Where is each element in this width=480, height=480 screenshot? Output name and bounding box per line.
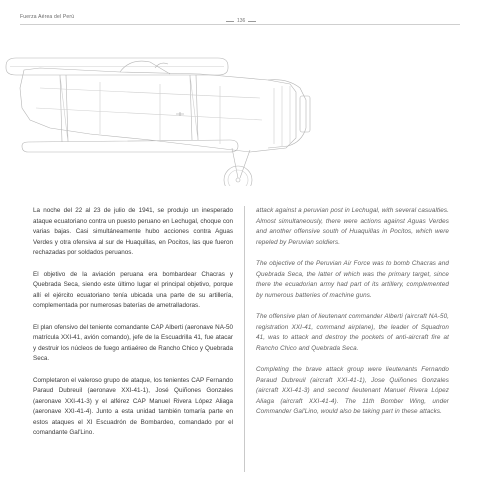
page-marker-right-rule [248, 21, 256, 22]
spanish-paragraph: El plan ofensivo del teniente comandante CAP Alberti (aeronave NA-50 matrícula XXI-41, avión comando), jefe de la Escuadrilla 41, fue atacar y destruir los núcleos de fuego antiaéreo de Rancho Chico y Quebrada Seca. [33, 323, 233, 363]
page-number: 136 [237, 18, 246, 24]
column-divider [244, 206, 245, 472]
english-paragraph: attack against a peruvian post in Lechugal, with several casualties. Almost simultaneously, there were actions against Aguas Verdes and another offensive south of Huaquillas in Pocitos, which were repeled by Peruvian soldiers. [256, 207, 449, 246]
spanish-paragraph: Completaron el valeroso grupo de ataque, los tenientes CAP Fernando Paraud Dubreuil (aeronave XXI-41-1), José Quiñones Gonzales (aeronave XXI-41-3) y el alférez CAP Manuel Rivera López Aliaga (aeronave XXI-41-4). Junto a esta unidad también tomaría parte en estos ataques el XI Escuadrón de Bombardeo, comandado por el comandante Gal'Lino. [33, 376, 233, 437]
header-rule [20, 24, 460, 25]
running-header-title: Fuerza Aérea del Perú [20, 14, 75, 20]
english-paragraph: Completing the brave attack group were lieutenants Fernando Paraud Dubreuil (aircraft XXI-41-1), Jose Quiñones Gonzales (aircraft XXI-41-3) and second lieutenant Manuel Rivera López Aliaga (aircraft XXI-41-4). The 11th Bomber Wing, under Commander Gal'Lino, would also be taking part in these attacks. [256, 365, 449, 416]
english-paragraph: The objective of the Peruvian Air Force was to bomb Chacras and Quebrada Seca, the latter of which was the primary target, since there the ecuadorian army had part of its artillery, complemented by numerous batteries of machine guns. [256, 259, 449, 299]
spanish-paragraph: El objetivo de la aviación peruana era bombardear Chacras y Quebrada Seca, siendo este último lugar el principal objetivo, porque allí el ejército ecuatoriano tenía ubicada una parte de su artillería, complementada por numerosas baterías de ametralladoras. [33, 270, 233, 310]
spanish-text-column [33, 206, 233, 450]
english-paragraph: The offensive plan of lieutenant commander Alberti (aircraft NA-50, registration XXI-41, command airplane), the leader of Squadron 41, was to attack and destroy the pockets of anti-aircraft fire at Rancho Chico and Quebrada Seca. [256, 312, 450, 352]
english-text-column [256, 206, 449, 428]
page-marker-left-rule [226, 21, 234, 22]
spanish-paragraph: La noche del 22 al 23 de julio de 1941, se produjo un inesperado ataque ecuatoriano contra un puesto peruano en Lechugal, choque con varias bajas. Casi simultáneamente hubo acciones contra Aguas Verdes y otra ofensiva al sur de Huaquillas, en Pocitos, las que fueron rechazadas por soldados peruanos. [33, 207, 233, 257]
biplane-line-drawing [0, 28, 480, 186]
